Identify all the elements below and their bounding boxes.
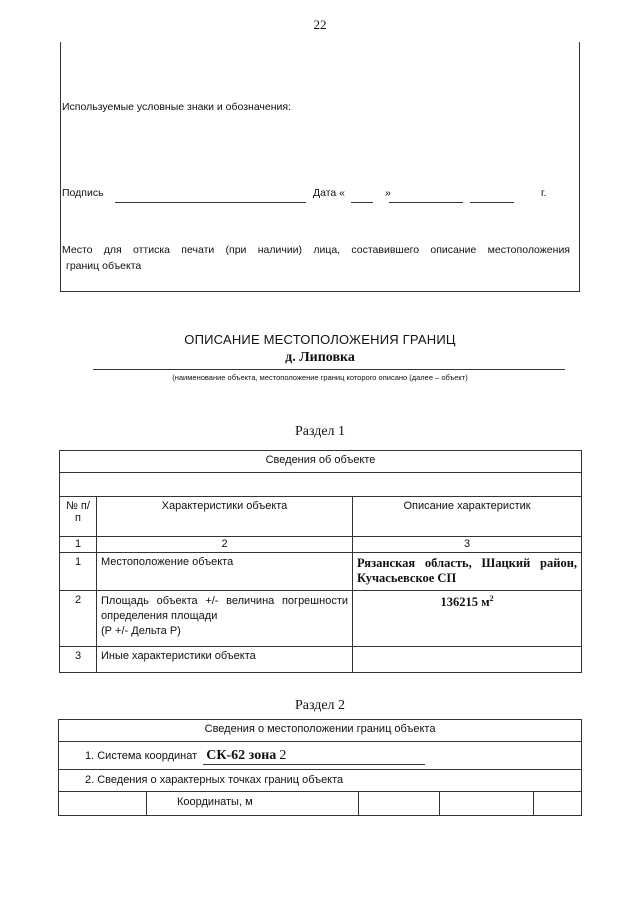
date-month-line	[389, 202, 463, 203]
area-unit-sup: 2	[489, 594, 494, 603]
object-name-underline	[93, 369, 565, 370]
row-characteristic: Местоположение объекта	[97, 553, 353, 591]
signature-label: Подпись	[62, 187, 104, 199]
area-value: 136215 м	[440, 595, 490, 610]
table-cell	[359, 792, 440, 816]
row-num: 2	[60, 591, 97, 647]
coords-label: Координаты, м	[147, 792, 359, 816]
boundaries-table	[58, 719, 582, 816]
row-characteristic	[97, 591, 353, 647]
stamp-text-line2: границ объекта	[66, 260, 142, 272]
coord-system-field	[203, 748, 425, 765]
col-characteristics-header: Характеристики объекта	[97, 497, 353, 537]
row-num: 3	[60, 647, 97, 673]
coord-zone-number: 2	[279, 748, 287, 763]
table-cell	[534, 792, 582, 816]
row-description	[353, 647, 582, 673]
object-name: д. Липовка	[285, 350, 355, 365]
location-line1: Рязанская область, Шацкий район,	[357, 556, 578, 570]
location-line2: Кучасьевское СП	[357, 571, 457, 585]
document-title: ОПИСАНИЕ МЕСТОПОЛОЖЕНИЯ ГРАНИЦ	[184, 332, 456, 347]
col-index: 1	[60, 537, 97, 553]
coord-system-label: 1. Система координат	[85, 750, 198, 762]
table-row	[60, 647, 582, 673]
date-label: Дата «	[313, 187, 346, 199]
year-suffix: г.	[541, 187, 547, 199]
section2-title: Раздел 2	[294, 698, 346, 713]
table-cell	[59, 792, 147, 816]
col-description-header: Описание характеристик	[353, 497, 582, 537]
coord-system-value: СК-62 зона	[206, 748, 277, 763]
signature-line	[115, 202, 306, 203]
signs-label: Используемые условные знаки и обозначения:	[62, 101, 292, 113]
row-characteristic: Иные характеристики объекта	[97, 647, 353, 673]
stamp-text: Место для оттиска печати (при наличии) лица, составившего описание местоположения	[62, 244, 570, 256]
row-num: 1	[60, 553, 97, 591]
col-index: 3	[353, 537, 582, 553]
col-index: 2	[97, 537, 353, 553]
table-header: Сведения о местоположении границ объекта	[59, 720, 582, 742]
row-description	[353, 553, 582, 591]
date-day-line	[351, 202, 373, 203]
table-row	[60, 591, 582, 647]
table-cell	[440, 792, 534, 816]
table-row	[60, 553, 582, 591]
object-info-table	[59, 450, 582, 673]
page-number: 22	[313, 17, 327, 32]
row-description	[353, 591, 582, 647]
coord-system-row	[59, 742, 582, 770]
section1-title: Раздел 1	[294, 424, 346, 439]
area-label-line2: определения площади	[101, 610, 218, 622]
col-num-header: № п/п	[60, 497, 97, 537]
area-label-line1: Площадь объекта +/- величина погрешности	[101, 595, 348, 607]
table-empty-row	[60, 473, 582, 497]
object-caption: (наименование объекта, местоположение границ которого описано (далее – объект)	[172, 373, 468, 382]
area-label-line3: (Р +/- Дельта Р)	[101, 625, 181, 637]
date-year-line	[470, 202, 514, 203]
date-close-quote: »	[385, 187, 391, 199]
table-header: Сведения об объекте	[60, 451, 582, 473]
points-label: 2. Сведения о характерных точках границ объекта	[59, 770, 582, 792]
